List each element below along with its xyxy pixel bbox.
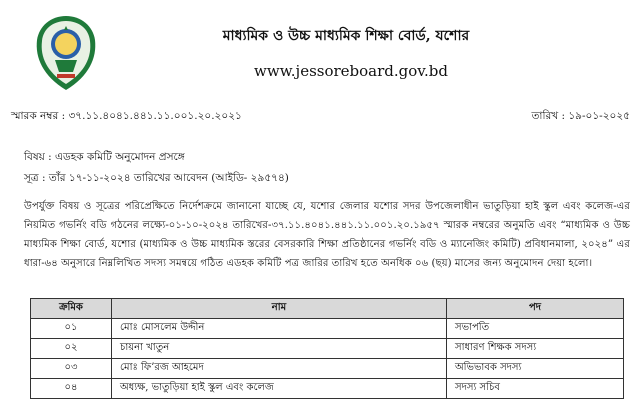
website-link[interactable]: www.jessoreboard.gov.bd [254,62,448,80]
board-name: মাধ্যমিক ও উচ্চ মাধ্যমিক শিক্ষা বোর্ড, যশোর [222,28,470,44]
table-row [31,319,624,339]
table-header-row [31,299,624,319]
serial-cell: ০১ [31,319,112,339]
table-row [31,379,624,399]
name-cell: মোঃ মোসলেম উদ্দীন [112,319,447,339]
table-row [31,339,624,359]
name-cell: অধ্যক্ষ, ভাতুড়িয়া হাই স্কুল এবং কলেজ [112,379,447,399]
role-cell: সাধারণ শিক্ষক সদস্য [447,339,624,359]
header-serial: ক্রমিক [31,299,112,319]
serial-cell: ০৩ [31,359,112,379]
memo-date: তারিখ : ১৯-০১-২০২৫ [531,110,630,122]
reference-line: সূত্র : তাঁর ১৭-১১-২০২৪ তারিখের আবেদন (আইডি- ২৯৫৭৪) [24,172,289,184]
memo-number: স্মারক নম্বর : ৩৭.১১.৪০৪১.৪৪১.১১.০০১.২০.২০২১ [11,110,242,122]
memo-row [11,109,630,126]
role-cell: সভাপতি [447,319,624,339]
body-paragraph: উপর্যুক্ত বিষয় ও সূত্রের পরিপ্রেক্ষিতে নির্দেশক্রমে জানানো যাচ্ছে যে, যশোর জেলার যশোর সদর উপজেলাধীন ভাতুড়িয়া হাই স্কুল এবং কলেজ-এর নিয়মিত গভর্নিং বডি গঠনের লক্ষ্যে-০১-১০-২০২৪ তারিখের-৩৭.১১.৪০৪১.৪৪১.১১.০০১.২০.১৯৫৭ স্মারক নম্বরের অনুমতি এবং “মাধ্যমিক ও উচ্চ মাধ্যমিক শিক্ষা বোর্ড, যশোর (মাধ্যমিক ও উচ্চ মাধ্যমিক স্তরের বেসরকারি শিক্ষা প্রতিষ্ঠানের গভর্নিং বডি ও ম্যানেজিং কমিটি) প্রবিধানমালা, ২০২৪” এর ধারা-৬৪ অনুসারে নিম্নলিখিত সদস্য সমন্বয়ে গঠিত এডহক কমিটি পত্র জারির তারিখ হতে অনধিক ০৬ (ছয়) মাসের জন্য অনুমোদন দেয়া হলো। [24,201,630,269]
name-cell: মোঃ ফি’রজ আহমেদ [112,359,447,379]
header-role: পদ [447,299,624,319]
serial-cell: ০২ [31,339,112,359]
subject-line: বিষয় : এডহক কমিটি অনুমোদন প্রসঙ্গে [24,151,185,163]
board-emblem-icon [33,14,99,94]
role-cell: অভিভাবক সদস্য [447,359,624,379]
header-name: নাম [112,299,447,319]
serial-cell: ০৪ [31,379,112,399]
table-row [31,359,624,379]
role-cell: সদস্য সচিব [447,379,624,399]
name-cell: চায়না খাতুন [112,339,447,359]
committee-table [30,298,624,399]
